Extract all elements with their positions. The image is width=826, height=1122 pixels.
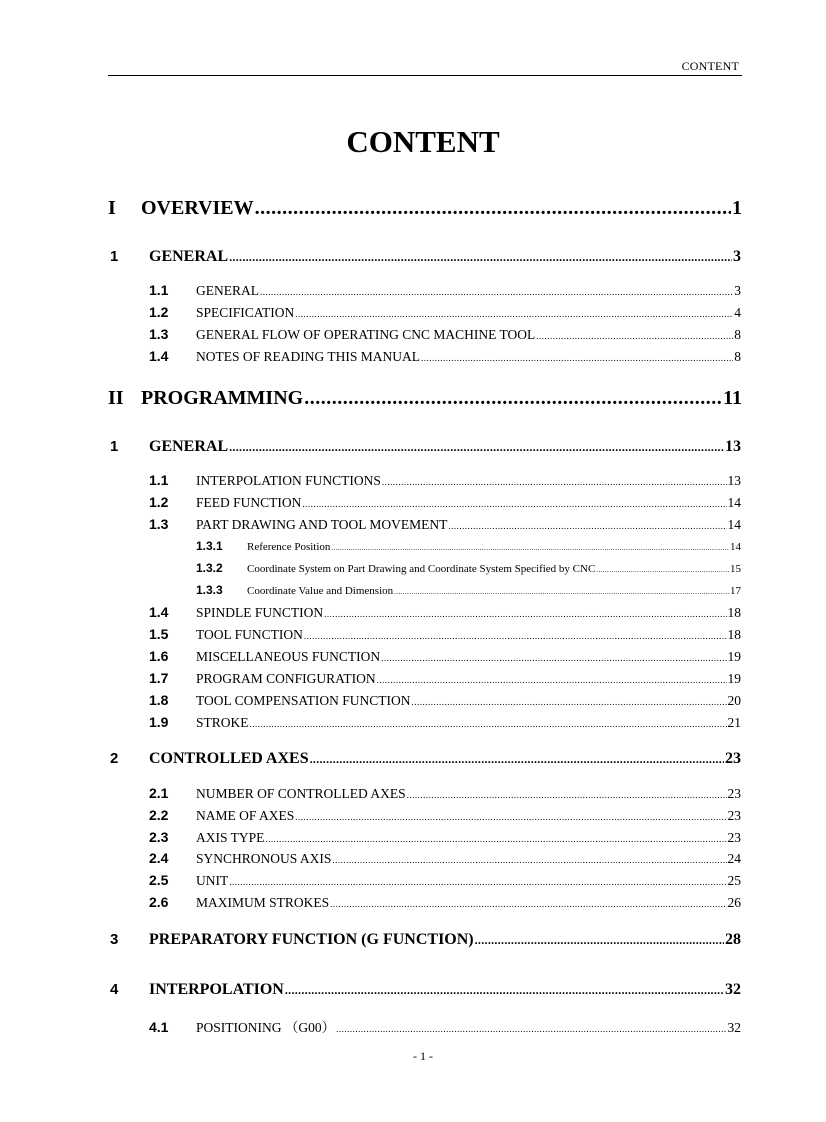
toc-number: 1 <box>110 438 119 455</box>
toc-entry-section[interactable] <box>149 714 741 731</box>
toc-number: 3 <box>110 931 119 948</box>
toc-entry-subsection[interactable] <box>196 539 741 553</box>
toc-title: MAXIMUM STROKES <box>196 895 330 910</box>
toc-number: II <box>108 387 124 409</box>
toc-entry-chapter[interactable] <box>110 981 741 999</box>
dot-leader <box>381 649 726 665</box>
toc-number: 1.3.2 <box>196 561 223 575</box>
running-header: CONTENT <box>681 59 739 73</box>
toc-page-number: 14 <box>727 495 741 510</box>
dot-leader <box>596 563 729 575</box>
dot-leader <box>330 895 726 911</box>
toc-entry-section[interactable] <box>149 692 741 709</box>
toc-title: SPECIFICATION <box>196 305 295 320</box>
toc-page-number: 20 <box>727 693 741 708</box>
dot-leader <box>421 349 733 365</box>
dot-leader <box>448 517 726 533</box>
toc-title: Reference Position <box>247 541 331 553</box>
toc-title: PROGRAM CONFIGURATION <box>196 671 376 686</box>
toc-title: Coordinate Value and Dimension <box>247 585 394 597</box>
toc-title: GENERAL FLOW OF OPERATING CNC MACHINE TOOL <box>196 327 536 342</box>
toc-number: 1.3.3 <box>196 583 223 597</box>
toc-title: INTERPOLATION FUNCTIONS <box>196 473 381 488</box>
toc-number: 1.1 <box>149 282 169 298</box>
toc-title: MISCELLANEOUS FUNCTION <box>196 649 381 664</box>
toc-page-number: 3 <box>733 248 741 265</box>
dot-leader <box>260 283 733 299</box>
toc-entry-section[interactable] <box>149 829 741 846</box>
dot-leader <box>407 786 727 802</box>
toc-page-number: 19 <box>727 671 741 686</box>
toc-entry-section[interactable] <box>149 348 741 365</box>
toc-title: PART DRAWING AND TOOL MOVEMENT <box>196 517 448 532</box>
toc-title: INTERPOLATION <box>149 981 284 998</box>
toc-number: 1.1 <box>149 472 169 488</box>
toc-entry-subsection[interactable] <box>196 561 741 575</box>
toc-number: 1.6 <box>149 648 169 664</box>
toc-number: 1.4 <box>149 348 169 364</box>
toc-title: Coordinate System on Part Drawing and Coordinate System Specified by CNC <box>247 563 596 575</box>
toc-title: SYNCHRONOUS AXIS <box>196 851 332 866</box>
dot-leader <box>229 438 724 456</box>
toc-page-number: 32 <box>725 981 741 998</box>
dot-leader <box>295 808 726 824</box>
dot-leader <box>394 585 729 597</box>
toc-entry-section[interactable] <box>149 872 741 889</box>
dot-leader <box>310 750 724 768</box>
toc-entry-section[interactable] <box>149 494 741 511</box>
toc-number: 1.3 <box>149 516 169 532</box>
toc-number: 1.2 <box>149 304 169 320</box>
dot-leader <box>304 387 722 410</box>
toc-number: I <box>108 197 116 219</box>
toc-page-number: 23 <box>727 786 741 801</box>
toc-number: 4.1 <box>149 1019 169 1035</box>
toc-page-number: 13 <box>725 438 741 455</box>
toc-number: 1 <box>110 248 119 265</box>
toc-entry-section[interactable] <box>149 472 741 489</box>
toc-entry-section[interactable] <box>149 626 741 643</box>
toc-page-number: 15 <box>730 563 741 575</box>
toc-entry-chapter[interactable] <box>110 438 741 456</box>
toc-title: CONTROLLED AXES <box>149 750 309 767</box>
dot-leader <box>285 981 724 999</box>
dot-leader <box>304 627 727 643</box>
toc-number: 1.3.1 <box>196 539 223 553</box>
toc-title: TOOL FUNCTION <box>196 627 303 642</box>
toc-number: 1.2 <box>149 494 169 510</box>
toc-page-number: 26 <box>727 895 741 910</box>
dot-leader <box>412 693 727 709</box>
toc-title: TOOL COMPENSATION FUNCTION <box>196 693 411 708</box>
toc-entry-part[interactable] <box>108 387 742 410</box>
toc-number: 2.1 <box>149 785 169 801</box>
toc-entry-section[interactable] <box>149 326 741 343</box>
toc-title: STROKE <box>196 715 249 730</box>
toc-page-number: 18 <box>727 605 741 620</box>
toc-number: 1.9 <box>149 714 169 730</box>
toc-entry-chapter[interactable] <box>110 248 741 266</box>
toc-title: NAME OF AXES <box>196 808 295 823</box>
dot-leader <box>250 715 727 731</box>
toc-number: 1.4 <box>149 604 169 620</box>
toc-page-number: 8 <box>734 349 741 364</box>
toc-page-number: 23 <box>727 830 741 845</box>
dot-leader <box>382 473 727 489</box>
toc-number: 2 <box>110 750 119 767</box>
toc-entry-section[interactable] <box>149 516 741 533</box>
dot-leader <box>336 1020 726 1036</box>
toc-page-number: 19 <box>727 649 741 664</box>
toc-title: UNIT <box>196 873 229 888</box>
toc-page-number: 17 <box>730 585 741 597</box>
dot-leader <box>377 671 727 687</box>
toc-entry-chapter[interactable] <box>110 750 741 768</box>
toc-title: PREPARATORY FUNCTION (G FUNCTION) <box>149 931 474 948</box>
toc-page-number: 13 <box>727 473 741 488</box>
toc-page-number: 23 <box>725 750 741 767</box>
toc-number: 2.3 <box>149 829 169 845</box>
toc-page-number: 21 <box>727 715 741 730</box>
toc-title: PROGRAMMING <box>141 387 304 409</box>
toc-page-number: 4 <box>734 305 741 320</box>
toc-page-number: 18 <box>727 627 741 642</box>
toc-title: GENERAL <box>149 438 229 455</box>
toc-title: GENERAL <box>149 248 229 265</box>
toc-entry-section[interactable] <box>149 894 741 911</box>
toc-entry-section[interactable] <box>149 282 741 299</box>
toc-page-number: 8 <box>734 327 741 342</box>
toc-entry-part[interactable] <box>108 197 742 220</box>
dot-leader <box>295 305 733 321</box>
toc-title: NUMBER OF CONTROLLED AXES <box>196 786 406 801</box>
dot-leader <box>536 327 733 343</box>
toc-entry-section[interactable] <box>149 807 741 824</box>
toc-title: NOTES OF READING THIS MANUAL <box>196 349 421 364</box>
toc-number: 1.5 <box>149 626 169 642</box>
dot-leader <box>229 873 726 889</box>
page-title: CONTENT <box>346 124 500 159</box>
toc-entry-section[interactable] <box>149 304 741 321</box>
toc-number: 2.6 <box>149 894 169 910</box>
toc-number: 1.8 <box>149 692 169 708</box>
header-rule <box>108 75 742 76</box>
toc-page-number: 24 <box>727 851 741 866</box>
toc-entry-section[interactable] <box>149 648 741 665</box>
toc-number: 2.5 <box>149 872 169 888</box>
toc-entry-section[interactable] <box>149 785 741 802</box>
toc-entry-chapter[interactable] <box>110 931 741 949</box>
toc-page-number: 14 <box>730 541 741 553</box>
dot-leader <box>332 851 726 867</box>
toc-page-number: 3 <box>734 283 741 298</box>
dot-leader <box>255 197 731 220</box>
toc-number: 1.3 <box>149 326 169 342</box>
dot-leader <box>324 605 726 621</box>
toc-page-number: 25 <box>727 873 741 888</box>
toc-number: 2.4 <box>149 850 169 866</box>
toc-entry-subsection[interactable] <box>196 583 741 597</box>
toc-entry-section[interactable] <box>149 850 741 867</box>
page-number-footer: - 1 - <box>413 1049 433 1063</box>
toc-title: AXIS TYPE <box>196 830 265 845</box>
toc-page-number: 23 <box>727 808 741 823</box>
toc-page-number: 32 <box>727 1020 741 1035</box>
toc-number: 4 <box>110 981 119 998</box>
toc-title: GENERAL <box>196 283 259 298</box>
toc-entry-section[interactable] <box>149 604 741 621</box>
dot-leader <box>331 541 729 553</box>
toc-page-number: 11 <box>723 387 742 409</box>
toc-page-number: 1 <box>732 197 742 219</box>
toc-title: FEED FUNCTION <box>196 495 302 510</box>
toc-page-number: 14 <box>727 517 741 532</box>
toc-number: 1.7 <box>149 670 169 686</box>
toc-title: SPINDLE FUNCTION <box>196 605 324 620</box>
toc-page-number: 28 <box>725 931 741 948</box>
dot-leader <box>229 248 732 266</box>
toc-entry-section[interactable] <box>149 670 741 687</box>
dot-leader <box>265 830 726 846</box>
toc-title: OVERVIEW <box>141 197 254 219</box>
toc-number: 2.2 <box>149 807 169 823</box>
dot-leader <box>475 931 724 949</box>
toc-entry-section[interactable] <box>149 1016 741 1036</box>
toc-title: POSITIONING （G00） <box>196 1020 336 1035</box>
dot-leader <box>302 495 726 511</box>
